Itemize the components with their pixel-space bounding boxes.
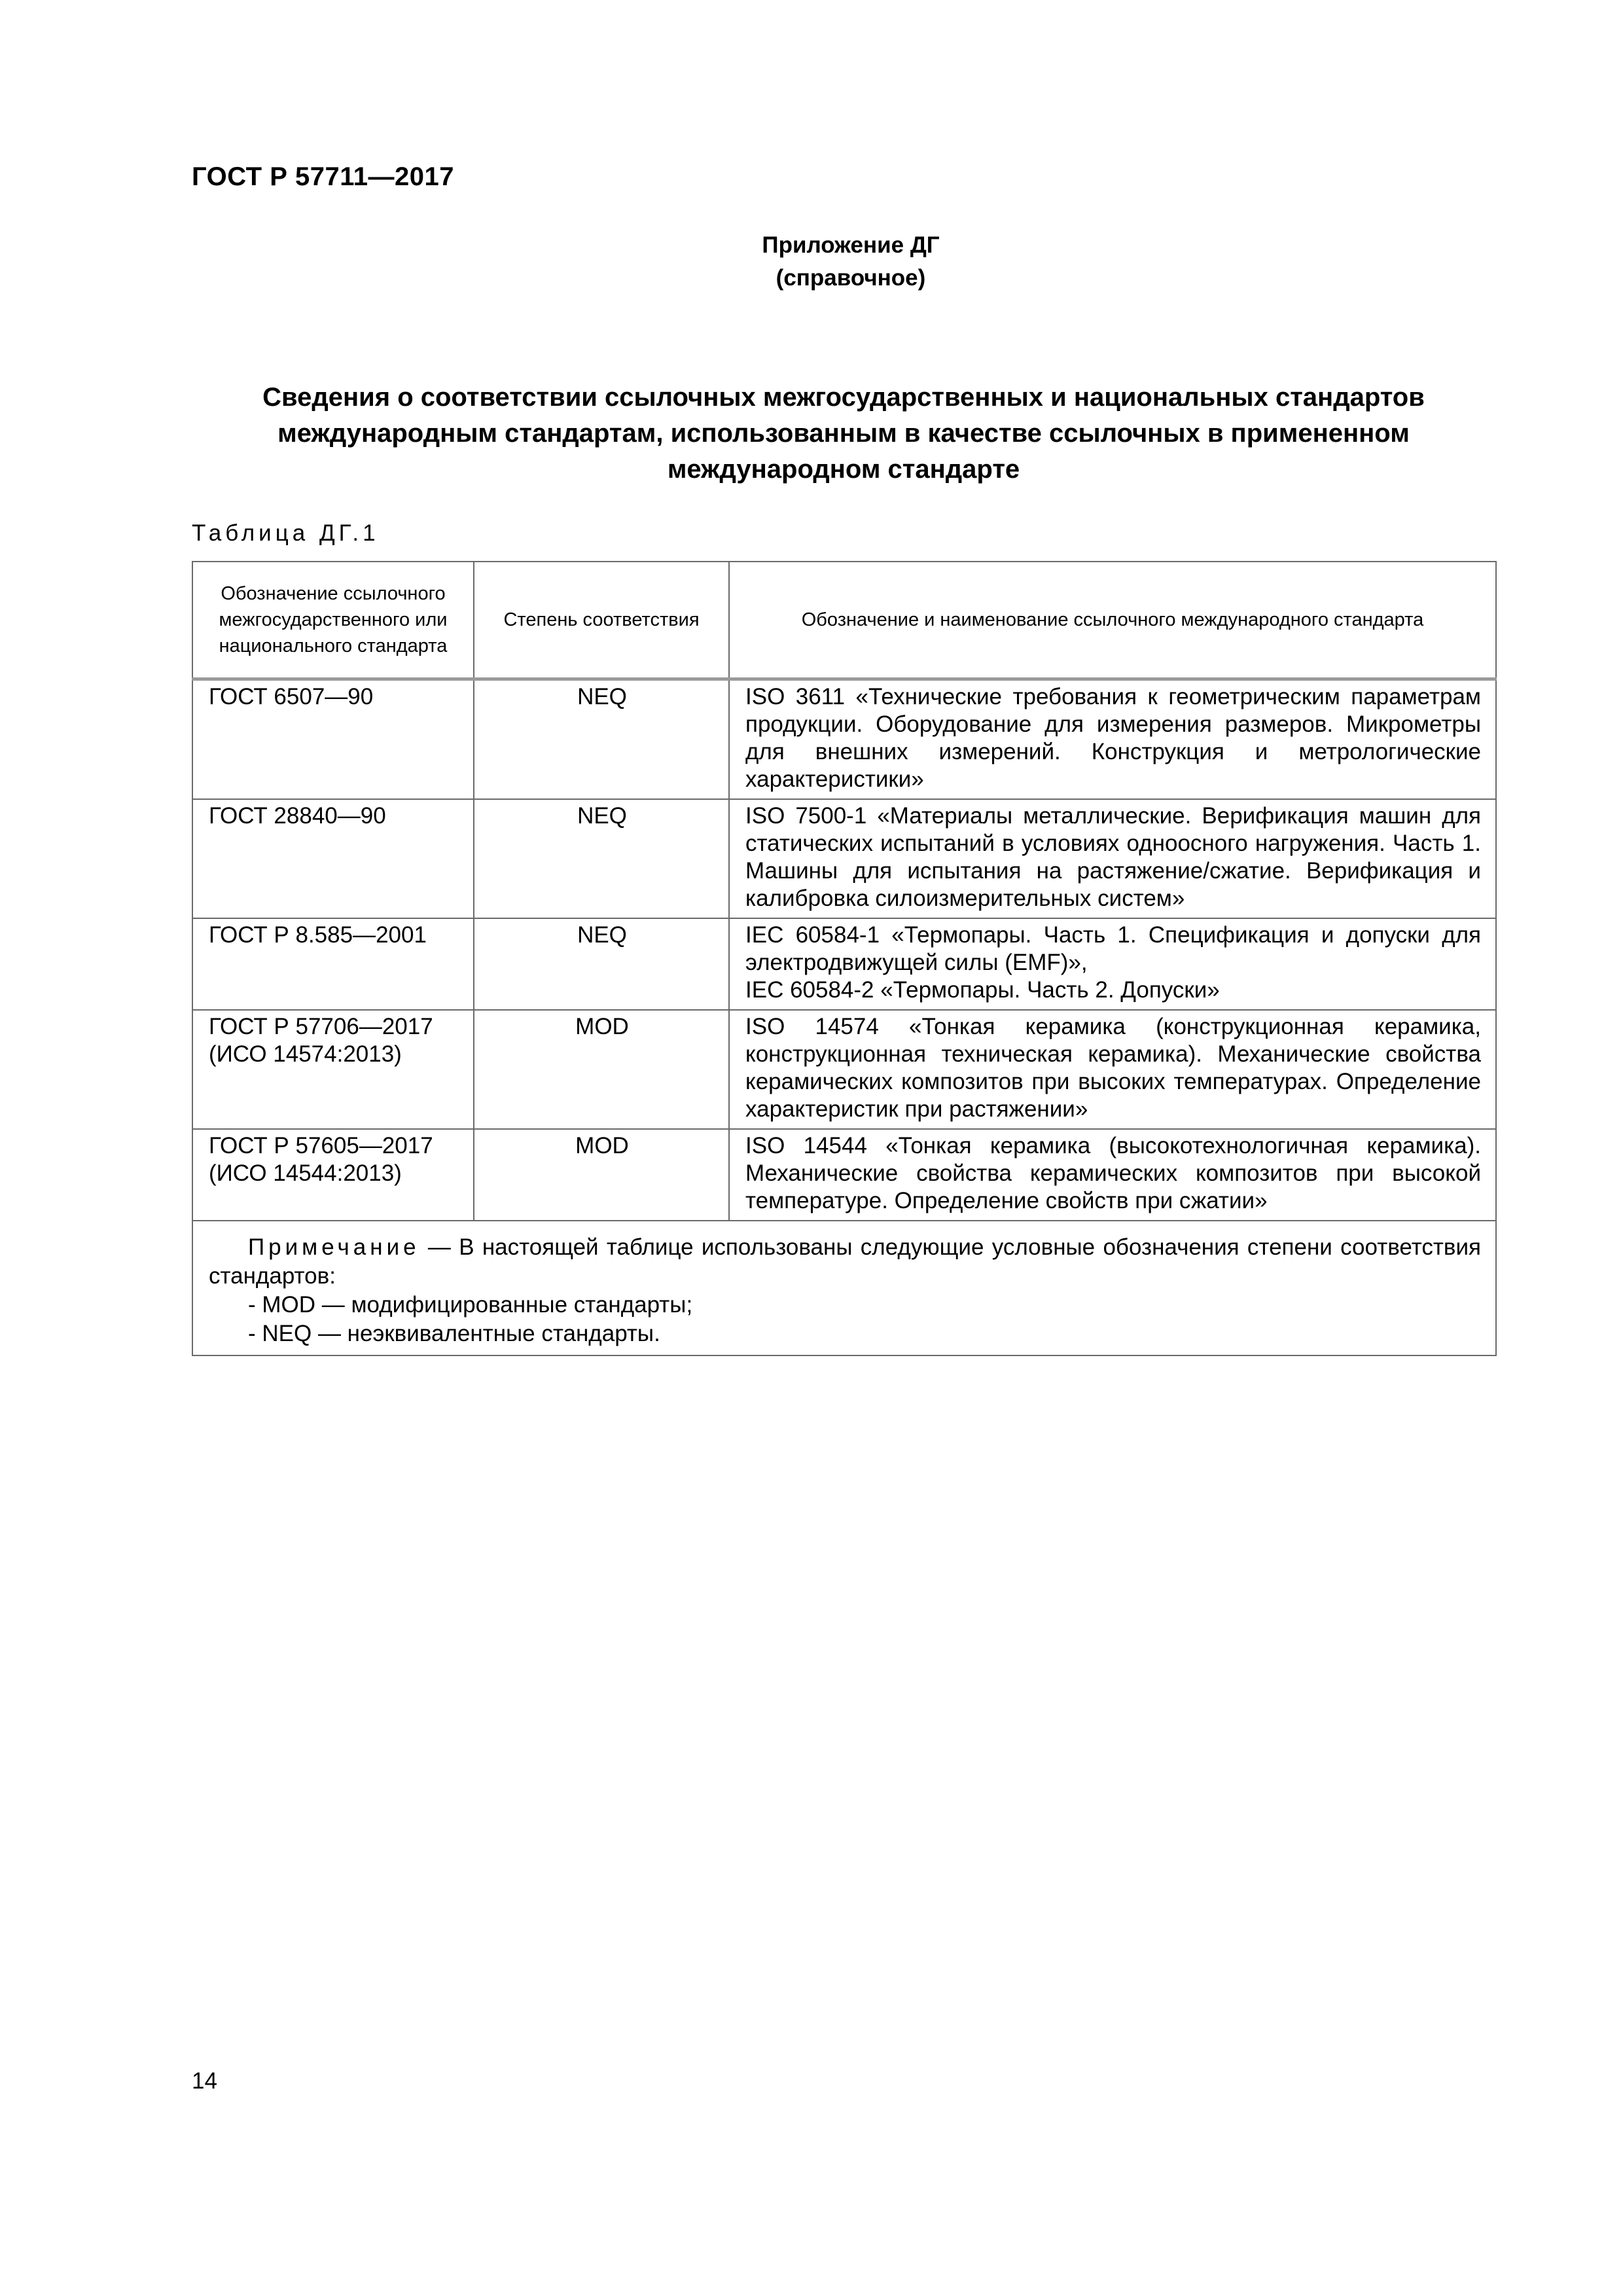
- note-body: — В настоящей таблице использованы следующие условные обозначения степени соответствия стандартов:: [209, 1234, 1481, 1289]
- cell-standard: ГОСТ Р 57706—2017 (ИСО 14574:2013): [192, 1010, 474, 1129]
- cell-standard: ГОСТ Р 8.585—2001: [192, 918, 474, 1010]
- appendix-heading: [654, 229, 1047, 295]
- cell-standard: ГОСТ Р 57605—2017 (ИСО 14544:2013): [192, 1129, 474, 1221]
- cell-degree: NEQ: [474, 799, 729, 918]
- cell-degree: MOD: [474, 1010, 729, 1129]
- header-international-standard: Обозначение и наименование ссылочного международного стандарта: [729, 562, 1496, 679]
- title-line-2: международным стандартам, использованным в качестве ссылочных в примененном: [277, 419, 1410, 448]
- page-title: [192, 380, 1495, 488]
- table-container: [192, 561, 1495, 1356]
- note-text: [209, 1233, 1481, 1291]
- table-row: [192, 679, 1496, 800]
- cell-international: ISO 3611 «Технические требования к геометрическим параметрам продукции. Оборудование для измерения размеров. Микрометры для внешних измерений. Конструкция и метрологические характеристики»: [729, 679, 1496, 800]
- appendix-name: Приложение ДГ: [762, 232, 940, 258]
- title-line-3: международном стандарте: [667, 455, 1020, 484]
- table-row: [192, 918, 1496, 1010]
- cell-international: [729, 918, 1496, 1010]
- table-row: [192, 1010, 1496, 1129]
- cell-international-line-2: IEC 60584-2 «Термопары. Часть 2. Допуски»: [745, 977, 1220, 1003]
- note-lead: Примечание: [248, 1234, 420, 1260]
- cell-standard: ГОСТ 6507—90: [192, 679, 474, 800]
- cell-degree: NEQ: [474, 918, 729, 1010]
- table-row: [192, 799, 1496, 918]
- appendix-type: (справочное): [776, 265, 926, 291]
- note-item-mod: - MOD — модифицированные стандарты;: [248, 1292, 693, 1318]
- cell-international: ISO 7500-1 «Материалы металлические. Верификация машин для статических испытаний в условиях одноосного нагружения. Часть 1. Машины для испытания на растяжение/сжатие. Верификация и калибровка силоизмерительных систем»: [729, 799, 1496, 918]
- page-number: 14: [192, 2068, 217, 2094]
- cell-degree: MOD: [474, 1129, 729, 1221]
- cell-international: ISO 14544 «Тонкая керамика (высокотехнологичная керамика). Механические свойства керамических композитов при высокой температуре. Определение свойств при сжатии»: [729, 1129, 1496, 1221]
- header-national-standard: Обозначение ссылочного межгосударственного или национального стандарта: [192, 562, 474, 679]
- table-header-row: [192, 562, 1496, 679]
- cell-international: ISO 14574 «Тонкая керамика (конструкционная керамика, конструкционная техническая керамика). Механические свойства керамических композитов при высоких температурах. Определение характеристик при растяжении»: [729, 1010, 1496, 1129]
- table-label: Таблица ДГ.1: [192, 520, 380, 546]
- cell-international-line-1: IEC 60584-1 «Термопары. Часть 1. Спецификация и допуски для электродвижущей силы (EMF)»,: [745, 922, 1481, 975]
- standards-correspondence-table: [192, 561, 1497, 1356]
- cell-standard: ГОСТ 28840—90: [192, 799, 474, 918]
- document-code: ГОСТ Р 57711—2017: [192, 162, 454, 191]
- table-note-row: [192, 1221, 1496, 1355]
- cell-degree: NEQ: [474, 679, 729, 800]
- title-line-1: Сведения о соответствии ссылочных межгосударственных и национальных стандартов: [262, 383, 1425, 412]
- table-note: [192, 1221, 1496, 1355]
- table-row: [192, 1129, 1496, 1221]
- note-item-neq: - NEQ — неэквивалентные стандарты.: [248, 1321, 660, 1346]
- header-degree: Степень соответствия: [474, 562, 729, 679]
